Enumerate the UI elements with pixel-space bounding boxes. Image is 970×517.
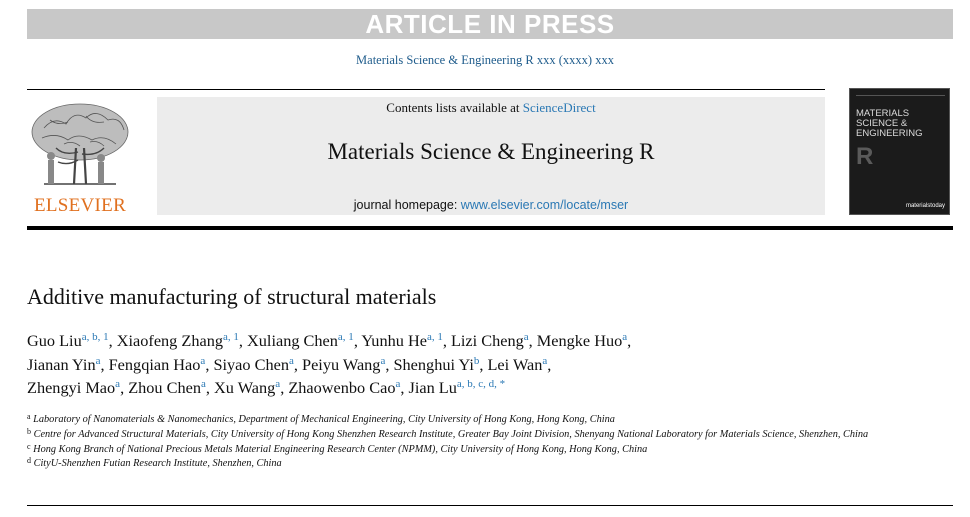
cover-rule [856,95,945,96]
author-affiliation-marker[interactable]: a [275,378,281,390]
author-name[interactable]: Xuliang Chen [247,331,338,350]
author-affiliation-marker[interactable]: a [380,354,386,367]
author-name[interactable]: Fengqian Hao [108,354,201,374]
author-affiliation-marker[interactable]: a [395,378,401,390]
author-name[interactable]: Siyao Chen [213,354,289,374]
affiliation [27,443,947,458]
contents-line [157,100,825,116]
author-line: Guo Liu$^{a, b, 1}$, Xiaofeng Zhang$^{a, 1}$, Xuliang Chen$^{a, 1}$, Yunhu He$^{a, 1}$, Lizi Cheng$^a$, Mengke Huo$^a$, [27,331,632,350]
footer-rule [27,505,953,506]
author-affiliation-marker[interactable]: a [201,378,206,390]
author-affiliation-marker[interactable]: a, 1 [426,331,443,343]
author-name[interactable]: Jian Lu [408,378,457,397]
author-name[interactable]: Shenghui Yi [393,354,474,374]
header-rule [27,89,825,90]
author-line: Zhengyi Mao$^a$, Zhou Chen$^a$, Xu Wang$^a$, Zhaowenbo Cao$^a$, Jian $Lu^{a, b, c, d, *}$ [27,378,506,397]
author-name[interactable]: Xiaofeng Zhang [116,331,223,350]
author-name[interactable]: Guo Liu [27,331,82,350]
author-name[interactable]: Yunhu He [361,331,427,350]
homepage-prefix: journal homepage: [353,198,458,212]
affiliation-list [27,413,947,472]
author-affiliation-marker[interactable]: a [200,354,206,367]
article-in-press-banner [27,9,953,39]
cover-title-line: MATERIALS [856,108,910,119]
author-name[interactable]: Lei Wan [487,354,543,374]
journal-citation: Materials Science & Engineering R xxx (xxxx) xxx [356,53,614,67]
author-affiliation-marker[interactable]: a [288,354,294,367]
author-affiliation-marker[interactable]: a, 1 [337,331,354,343]
author-affiliation-marker[interactable]: a, b, 1 [81,331,109,343]
affiliation-key: d [27,456,31,466]
affiliation [27,457,947,472]
author-name[interactable]: Lizi Cheng [450,331,524,350]
author-affiliation-marker[interactable]: a [523,331,529,343]
journal-cover-thumbnail[interactable] [849,88,950,215]
elsevier-logo[interactable] [24,98,136,218]
author-name[interactable]: Xu Wang [214,378,276,397]
homepage-line [157,198,825,212]
affiliation-text: Laboratory of Nanomaterials & Nanomechanics, Department of Mechanical Engineering, City University of Hong Kong, Hong Kong, China [33,414,615,425]
author-affiliation-marker[interactable]: a, 1 [223,331,239,343]
affiliation-text: Hong Kong Branch of National Precious Metals Material Engineering Research Center (NPMM), City University of Hong Kong, Hong Kong, China [33,443,648,455]
affiliation-key: c [27,441,31,451]
cover-title-line: SCIENCE & [856,118,908,129]
author-list [27,329,947,400]
journal-homepage-link[interactable]: www.elsevier.com/locate/mser [460,198,629,212]
tree-of-knowledge-icon [24,98,136,194]
affiliation-key: a [27,412,31,421]
banner-text: ARTICLE IN PRESS [365,8,615,39]
author-affiliation-marker[interactable]: a [95,354,101,367]
author-name[interactable]: Zhengyi Mao [27,378,116,397]
cover-publisher: materialstoday [905,203,945,209]
author-name[interactable]: Mengke Huo [536,331,623,350]
author-name[interactable]: Zhou Chen [128,378,202,397]
contents-prefix: Contents lists available at [386,100,520,115]
author-affiliation-marker[interactable]: a [622,331,628,343]
author-line: Jianan Yin$^a$, Fengqian Hao$^a$, Siyao Chen$^a$, Peiyu Wang$^a$, Shenghui Yi$^b$, Lei Wan$^a$, [27,354,552,374]
elsevier-wordmark: ELSEVIER [33,195,127,216]
cover-title [856,109,948,139]
affiliation [27,413,947,428]
journal-title: Materials Science & Engineering R [327,139,655,164]
sciencedirect-link[interactable]: ScienceDirect [522,100,596,115]
cover-title-line: ENGINEERING [856,128,923,139]
author-name[interactable]: Peiyu Wang [302,354,381,374]
author-affiliation-marker[interactable]: b [473,354,480,367]
masthead-rule [27,226,953,230]
article-title: Additive manufacturing of structural materials [27,284,437,309]
author-affiliation-marker[interactable]: a, b, c, d, * [456,378,506,390]
author-name[interactable]: Zhaowenbo Cao [288,378,396,397]
author-affiliation-marker[interactable]: a [542,354,548,367]
author-affiliation-marker[interactable]: a [115,378,121,390]
journal-masthead [157,97,825,215]
cover-letter: R [856,143,874,170]
affiliation-text: Centre for Advanced Structural Materials, City University of Hong Kong Shenzhen Research Institute, Greater Bay Joint Division, Shenyang National Laboratory for Materials Science, Shenzhen, China [33,428,869,440]
affiliation-key: b [27,426,31,436]
author-name[interactable]: Jianan Yin [27,354,96,374]
affiliation [27,428,947,443]
affiliation-text: CityU-Shenzhen Futian Research Institute, Shenzhen, China [33,458,282,470]
